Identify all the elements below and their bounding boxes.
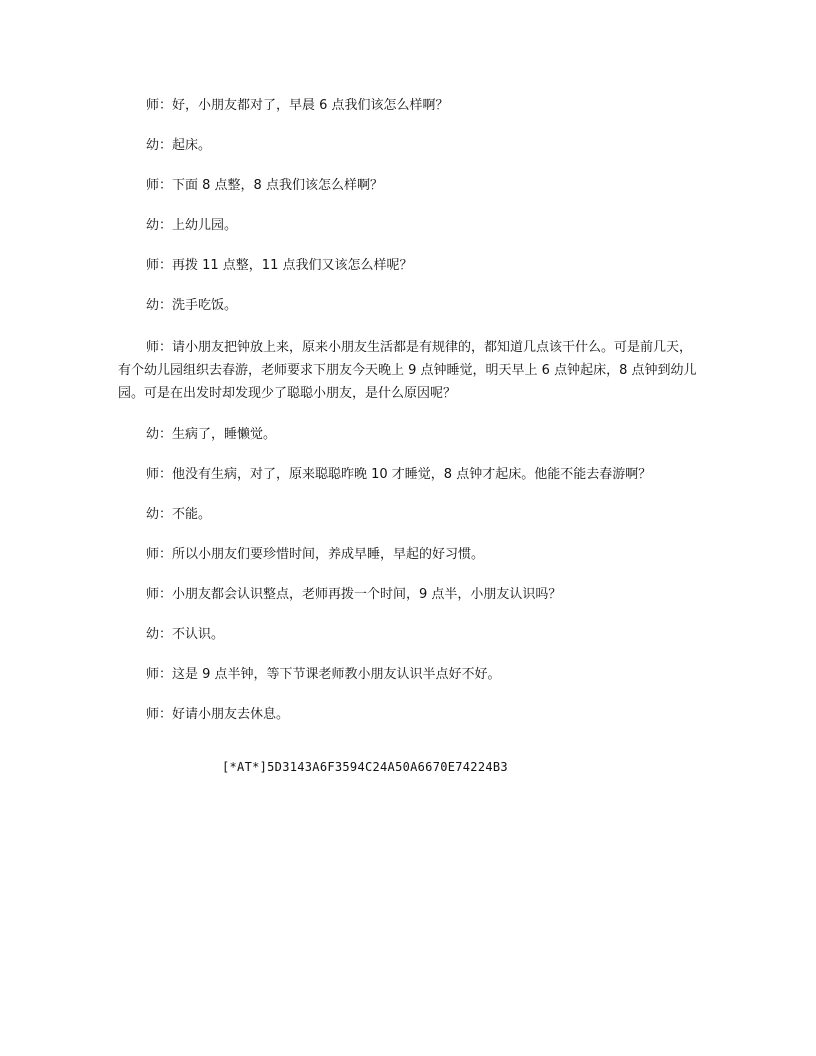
dialogue-line: 师：所以小朋友们要珍惜时间，养成早睡，早起的好习惯。 — [146, 547, 485, 562]
dialogue-line: 师：这是 9 点半钟，等下节课老师教小朋友认识半点好不好。 — [146, 667, 501, 682]
dialogue-line: 师：小朋友都会认识整点，老师再拨一个时间，9 点半，小朋友认识吗？ — [146, 587, 562, 602]
document-id-code: [*AT*]5D3143A6F3594C24A50A6670E74224B3 — [222, 760, 508, 774]
dialogue-line: 幼：起床。 — [146, 138, 212, 153]
dialogue-line: 师：好请小朋友去休息。 — [146, 707, 290, 722]
dialogue-line: 师：下面 8 点整，8 点我们该怎么样啊？ — [146, 178, 383, 193]
dialogue-line: 幼：洗手吃饭。 — [146, 298, 238, 313]
dialogue-line: 师：请小朋友把钟放上来，原来小朋友生活都是有规律的，都知道几点该干什么。可是前几天，有个幼儿园组织去春游，老师要求下朋友今天晚上 9 点钟睡觉，明天早上 6 点钟起床，8 点钟到幼儿园。可是在出发时却发现少了聪聪小朋友，是什么原因呢？ — [118, 340, 697, 401]
dialogue-body — [118, 96, 698, 745]
dialogue-line: 幼：不认识。 — [146, 627, 225, 642]
dialogue-line: 幼：生病了，睡懒觉。 — [146, 427, 277, 442]
dialogue-line: 师：好，小朋友都对了，早晨 6 点我们该怎么样啊？ — [146, 98, 449, 113]
dialogue-line: 幼：不能。 — [146, 507, 212, 522]
dialogue-line: 师：他没有生病，对了，原来聪聪昨晚 10 才睡觉，8 点钟才起床。他能不能去春游啊？ — [146, 467, 652, 482]
dialogue-line: 幼：上幼儿园。 — [146, 218, 238, 233]
dialogue-line: 师：再拨 11 点整，11 点我们又该怎么样呢？ — [146, 258, 413, 273]
